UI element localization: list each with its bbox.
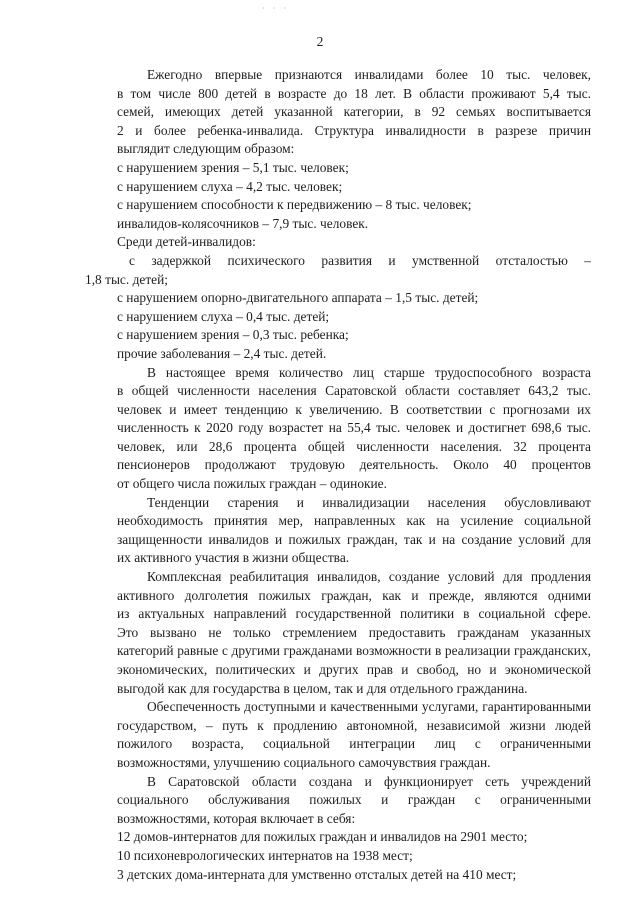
list-item-continuation: 1,8 тыс. детей;: [85, 271, 169, 287]
institutions-list: [117, 828, 591, 884]
list-item: 10 психоневрологических интернатов на 1938 мест;: [117, 847, 413, 863]
text-line: выглядит следующим образом:: [117, 141, 295, 157]
text-line: возможностями, улучшению социального самочувствия граждан.: [117, 754, 491, 770]
text-line: экономических, политических и других прав и свобод, но и экономической: [117, 662, 591, 677]
adult-causes-list: [117, 159, 591, 233]
list-item: 3 детских дома-интерната для умственно отсталых детей на 410 мест;: [117, 866, 517, 882]
paragraph-elderly: [117, 364, 591, 494]
list-item: 12 домов-интернатов для пожилых граждан и инвалидов на 2901 место;: [117, 829, 528, 845]
list-item: с нарушением зрения – 0,3 тыс. ребенка;: [117, 327, 349, 343]
children-causes-list: [85, 252, 591, 364]
text-line: пожилого возраста, социальной интеграции лиц с ограниченными: [117, 736, 591, 752]
text-line: Комплексная реабилитация инвалидов, создание условий для продления: [147, 569, 591, 585]
text-line: защищенности инвалидов и пожилых граждан, так и на создание условий для: [117, 531, 591, 547]
text-line: Это вызвано не только стремлением предоставить гражданам указанных: [117, 624, 591, 640]
text-line: активного долголетия пожилых граждан, как и прежде, являются одними: [117, 587, 591, 603]
text-line: возможностями, которая включает в себя:: [117, 810, 356, 826]
text-line: человек и имеет тенденцию к увеличению. В соответствии с прогнозами их: [117, 401, 591, 417]
text-line: их активного участия в жизни общества.: [117, 550, 350, 566]
paragraph-disability-stats: [117, 66, 591, 159]
text-line: социального обслуживания пожилых и граждан с ограниченными: [117, 792, 591, 808]
list-item: прочие заболевания – 2,4 тыс. детей.: [117, 345, 327, 361]
paragraph-trends: [117, 494, 591, 568]
text-line: от общего числа пожилых граждан – одинокие.: [117, 476, 387, 492]
text-line: 2 и более ребенка-инвалида. Структура инвалидности в разрезе причин: [117, 122, 591, 138]
list-item: инвалидов-колясочников – 7,9 тыс. человек.: [117, 215, 369, 231]
paragraph-services: [117, 698, 591, 772]
text-line: выгодой как для государства в целом, так и для отдельного гражданина.: [117, 680, 528, 696]
scan-artifact: · · ·: [262, 4, 289, 13]
list-item: с нарушением опорно-двигательного аппарата – 1,5 тыс. детей;: [117, 290, 479, 306]
text-line: В Саратовской области создана и функционирует сеть учреждений: [147, 773, 591, 789]
list-item: с задержкой психического развития и умственной отсталостью –: [129, 252, 591, 268]
paragraph-network: [117, 773, 591, 829]
text-line: в общей численности населения Саратовской области составляет 643,2 тыс.: [117, 383, 591, 399]
list-item: с нарушением слуха – 4,2 тыс. человек;: [117, 178, 343, 194]
text-line: государством, – путь к продлению автономной, независимой жизни людей: [117, 717, 591, 733]
page-number: 2: [316, 34, 324, 49]
text-line: пенсионеров продолжают трудовую деятельность. Около 40 процентов: [117, 457, 591, 473]
text-line: Обеспеченность доступными и качественными услугами, гарантированными: [147, 699, 591, 715]
text-line: семей, имеющих детей указанной категории, в 92 семьях воспитывается: [117, 104, 591, 120]
list-item: с нарушением способности к передвижению – 8 тыс. человек;: [117, 197, 472, 213]
text-line: Тенденции старения и инвалидизации населения обусловливают: [147, 494, 591, 510]
text-line: необходимость принятия мер, направленных как на усиление социальной: [117, 513, 591, 529]
list-item: с нарушением слуха – 0,4 тыс. детей;: [117, 308, 330, 324]
document-body: [85, 66, 591, 884]
children-heading: Среди детей-инвалидов:: [117, 234, 256, 250]
text-line: в том числе 800 детей в возрасте до 18 лет. В области проживают 5,4 тыс.: [117, 85, 591, 101]
text-line: численность к 2020 году возрастет на 55,4 тыс. человек и достигнет 698,6 тыс.: [117, 420, 591, 436]
paragraph-rehabilitation: [117, 568, 591, 698]
list-item: с нарушением зрения – 5,1 тыс. человек;: [117, 159, 349, 175]
text-line: из актуальных направлений государственной политики в социальной сфере.: [117, 606, 591, 622]
text-line: человек, или 28,6 процента общей численности населения. 32 процента: [117, 438, 591, 454]
text-line: В настоящее время количество лиц старше трудоспособного возраста: [147, 364, 591, 380]
text-line: категорий равные с другими гражданами возможности в реализации гражданских,: [117, 643, 591, 659]
text-line: Ежегодно впервые признаются инвалидами более 10 тыс. человек,: [147, 67, 591, 82]
